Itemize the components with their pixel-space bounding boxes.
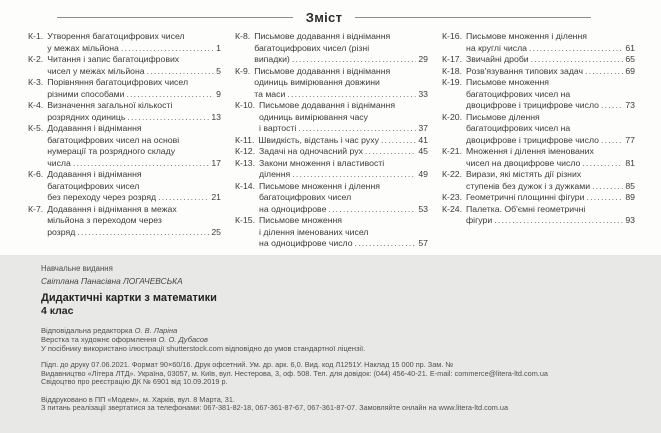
dot-leader [73, 158, 210, 170]
toc-entry-text: Письмове ділення [466, 111, 540, 122]
dot-leader [601, 100, 623, 112]
toc-entry-text: різними способами [47, 88, 125, 99]
toc-entry-text: чисел у межах мільйона [47, 65, 145, 76]
toc-entry-text: Множення і ділення іменованих [466, 146, 594, 156]
page-number: 37 [418, 123, 428, 133]
toc-entry-text: ступенів без дужок і з дужками [466, 180, 591, 191]
toc-entry-text: Письмове множення [466, 77, 550, 87]
toc-entry-text: багатоцифрових чисел [47, 180, 140, 191]
toc-entry-text: Визначення загальної кількості [47, 100, 173, 110]
toc-entry-text: одиниць вимірювання довжини [254, 77, 380, 87]
toc-entry-number: К-2. [28, 54, 44, 64]
toc-entry-last-line [47, 192, 221, 204]
toc-entry-last-line [466, 215, 635, 227]
toc-entry-text: Додавання і віднімання [47, 123, 142, 133]
page-number: 25 [211, 226, 221, 237]
toc-entry-last-line [466, 181, 635, 193]
toc-entry [442, 77, 635, 112]
toc-entry-text: Письмове додавання і віднімання [254, 65, 391, 76]
toc-entry-text: нумерації та розрядного складу [47, 146, 176, 156]
toc-entry-number: К-14. [235, 180, 256, 191]
toc-entry-body [47, 54, 221, 77]
toc-entry-number: К-3. [28, 77, 44, 87]
print-info-line: Свідоцтво про реєстрацію ДК № 6901 від 10.09.2019 р. [41, 377, 228, 387]
page-number: 9 [216, 88, 221, 99]
toc-entry-text: Задачі на одночасний рух [259, 146, 363, 156]
page-number: 33 [418, 88, 428, 99]
page-number: 61 [625, 42, 635, 53]
toc-entry-body [466, 169, 635, 192]
dot-leader [355, 238, 417, 250]
credit-person-name: О. В. Ларіна [134, 325, 178, 335]
toc-entry-text: на одноцифрове число [259, 238, 353, 248]
toc-entry-last-line [259, 238, 428, 250]
toc-entry-last-line [466, 43, 635, 55]
toc-entry-last-line [47, 112, 221, 124]
dot-leader [494, 215, 623, 227]
page-number: 17 [211, 157, 221, 168]
toc-entry-text: багатоцифрових чисел на [466, 88, 571, 99]
author-name: Світлана Панасівна ЛОГАЧЕВСЬКА [41, 275, 183, 286]
toc-entry [28, 204, 221, 239]
toc-entry-body [466, 77, 635, 112]
toc-column [235, 31, 428, 250]
toc-entry [28, 77, 221, 100]
toc-entry [235, 66, 428, 101]
dot-leader [582, 158, 623, 170]
toc-entry [442, 66, 635, 78]
toc-entry-body [259, 158, 428, 181]
page-number: 5 [216, 65, 221, 76]
toc-entry [28, 123, 221, 169]
toc-entry-text: Палетка. Об'ємні геометричні [466, 203, 586, 214]
toc-entry-text: і вартості [259, 123, 297, 133]
header-rule-right [355, 17, 591, 18]
toc-entry-last-line [259, 169, 428, 181]
toc-entry-number: К-19. [442, 77, 463, 87]
toc-entry-text: розрядних одиниць [47, 111, 126, 122]
page-number: 65 [625, 54, 635, 64]
toc-entry-last-line [254, 54, 428, 66]
page-number: 77 [625, 134, 635, 145]
toc-entry-text: Читання і запис багатоцифрових [47, 54, 180, 64]
dot-leader [328, 204, 416, 216]
toc-entry-text: Швидкість, відстань і час руху [258, 134, 379, 145]
toc-entry-number: К-13. [235, 157, 256, 168]
print-info-line: З питань реалізації звертатися за телефонами: 067-381-82-18, 067-361-87-67, 067-361-87-07. Замовляйте онлайн на www.litera-ltd.com.ua [41, 403, 509, 413]
toc-entry-number: К-6. [28, 169, 44, 179]
toc-entry [442, 54, 635, 66]
toc-entry-text: двоцифрове і трицифрове число [466, 134, 599, 145]
toc-entry-last-line [466, 192, 635, 204]
toc-entry-text: розряд [47, 226, 76, 237]
toc-entry-number: К-23. [442, 192, 463, 202]
toc-entry [442, 31, 635, 54]
toc-entry [28, 31, 221, 54]
toc-entry-last-line [466, 54, 635, 66]
toc-entry-last-line [258, 135, 428, 147]
toc-entry-text: ділення [259, 169, 291, 179]
toc-entry-body [47, 169, 221, 204]
dot-leader [586, 192, 623, 204]
toc-entry-text: числа [47, 157, 71, 168]
toc-entry-body [466, 112, 635, 147]
dot-leader [121, 43, 214, 55]
toc-entry-last-line [466, 100, 635, 112]
toc-entry-number: К-1. [28, 31, 44, 41]
toc-entry-text: Геометричні площинні фігури [466, 192, 585, 202]
page-number: 85 [625, 180, 635, 191]
toc-entry [28, 169, 221, 204]
page-title: Зміст [305, 9, 343, 25]
page-number: 1 [216, 42, 221, 53]
page-number: 89 [625, 192, 635, 202]
header-rule-left [57, 17, 293, 18]
toc-entry-last-line [259, 123, 428, 135]
toc-entry-text: багатоцифрових чисел (різні [254, 42, 370, 53]
toc-entry-body [466, 192, 635, 204]
toc-entry-number: К-18. [442, 65, 463, 76]
toc-entry-text: у межах мільйона [47, 42, 119, 53]
toc-entry-last-line [466, 158, 635, 170]
dot-leader [601, 135, 623, 147]
print-info-block [41, 361, 631, 386]
toc-entry [235, 215, 428, 250]
toc-entry-number: К-11. [235, 134, 255, 145]
edition-note: Навчальне видання [41, 264, 113, 273]
contents-page [0, 8, 661, 433]
toc-entry-text: Письмове множення і ділення [466, 31, 587, 41]
toc-entry-text: фігури [466, 215, 493, 225]
book-title: Дидактичні картки з математики [41, 291, 217, 304]
toc-entry-number: К-7. [28, 203, 44, 214]
toc-entry-last-line [47, 227, 221, 239]
toc-entry-number: К-16. [442, 31, 463, 41]
colophon-panel [0, 255, 661, 433]
toc-entry-last-line [466, 66, 635, 78]
toc-entry [442, 192, 635, 204]
toc-entry-text: на одноцифрове [259, 203, 327, 214]
toc-entry-text: Розв'язування типових задач [466, 65, 584, 76]
credit-line: У посібнику використано ілюстрації shutterstock.com відповідно до умов стандартної ліцензії. [41, 344, 366, 354]
toc-entry-text: Письмове додавання і віднімання [259, 100, 396, 110]
toc-entry-text: на круглі числа [466, 42, 527, 53]
credit-line: Верстка та художнє оформлення О. О. Дубасов [41, 334, 208, 344]
toc-entry [235, 146, 428, 158]
dot-leader [529, 43, 623, 55]
page-number: 41 [418, 134, 428, 145]
toc-entry-body [47, 123, 221, 169]
toc-entry-number: К-10. [235, 100, 256, 110]
print-info-line: Підп. до друку 07.06.2021. Формат 90×60/16. Друк офсетний. Ум. др. арк. 6,0. Вид. код Л1251У. Наклад 15 000 пр. Зам. № [41, 360, 454, 370]
page-number: 93 [625, 215, 635, 225]
page-number: 53 [418, 203, 428, 214]
toc-entry-body [466, 146, 635, 169]
toc-entry-last-line [47, 158, 221, 170]
dot-leader [298, 123, 416, 135]
page-number: 49 [418, 169, 428, 179]
dot-leader [147, 66, 215, 78]
dot-leader [381, 135, 416, 147]
toc-entry-body [466, 204, 635, 227]
toc-column [442, 31, 635, 250]
page-number: 29 [418, 54, 428, 64]
toc-entry-last-line [47, 66, 221, 78]
toc-entry-text: багатоцифрових чисел [259, 192, 352, 202]
toc-entry-number: К-15. [235, 215, 256, 225]
toc-entry-body [47, 31, 221, 54]
toc-entry-body [258, 135, 428, 147]
toc-entry-body [47, 100, 221, 123]
toc-entry-text: двоцифрове і трицифрове число [466, 100, 599, 110]
toc-entry-body [254, 66, 428, 101]
dot-leader [158, 192, 209, 204]
credit-person-name: О. О. Дубасов [158, 334, 208, 344]
grade-label: 4 клас [41, 304, 74, 317]
toc-entry-text: без переходу через розряд [47, 192, 157, 202]
toc-entry-number: К-20. [442, 111, 463, 122]
toc-entry-body [466, 66, 635, 78]
toc-entry-text: та маси [254, 88, 286, 99]
toc-entry-number: К-8. [235, 31, 251, 41]
toc-entry-text: Порівняння багатоцифрових чисел [47, 77, 189, 87]
dot-leader [365, 146, 416, 158]
toc-entry-body [466, 31, 635, 54]
toc-entry-body [259, 146, 428, 158]
toc-entry-text: багатоцифрових чисел на основі [47, 134, 180, 145]
toc-entry-number: К-21. [442, 146, 463, 156]
dot-leader [287, 89, 416, 101]
toc-entry-text: Письмове множення і ділення [259, 180, 380, 191]
table-of-contents [0, 26, 661, 250]
print-info-line: Видавництво «Літера ЛТД». Україна, 03057, м. Київ, вул. Нестерова, 3, оф. 508. Тел. для довідок: (044) 456-40-21. E-mail: commerce@litera-ltd.com.ua [41, 368, 548, 378]
toc-entry [235, 31, 428, 66]
toc-entry-text: випадки) [254, 54, 290, 64]
toc-entry-text: Закони множення і властивості [259, 157, 385, 168]
toc-entry [235, 158, 428, 181]
toc-entry-text: і ділення іменованих чисел [259, 226, 369, 237]
toc-entry-text: Вирази, які містять дії різних [466, 169, 582, 179]
toc-entry-last-line [259, 146, 428, 158]
toc-entry-number: К-5. [28, 123, 44, 133]
page-number: 69 [625, 65, 635, 76]
toc-entry-number: К-9. [235, 65, 251, 76]
dot-leader [585, 66, 623, 78]
toc-entry-text: Звичайні дроби [466, 54, 529, 64]
dot-leader [292, 54, 417, 66]
toc-entry-last-line [47, 89, 221, 101]
dot-leader [592, 181, 623, 193]
toc-entry-text: Додавання і віднімання [47, 169, 142, 179]
toc-entry-text: мільйона з переходом через [47, 215, 162, 225]
dot-leader [77, 227, 209, 239]
toc-entry-number: К-4. [28, 100, 44, 110]
toc-entry-number: К-22. [442, 169, 463, 179]
toc-entry-text: Письмове множення [259, 215, 343, 225]
toc-entry-text: Додавання і віднімання в межах [47, 203, 177, 214]
toc-column [28, 31, 221, 250]
page-number: 57 [418, 238, 428, 248]
toc-entry-text: чисел на двоцифрове число [466, 157, 581, 168]
toc-entry [442, 169, 635, 192]
page-number: 81 [625, 157, 635, 168]
page-number: 45 [418, 146, 428, 156]
toc-entry [235, 135, 428, 147]
toc-entry [28, 100, 221, 123]
credit-line: Відповідальна редакторка О. В. Ларіна [41, 325, 178, 335]
toc-entry-number: К-17. [442, 54, 463, 64]
toc-entry-body [47, 77, 221, 100]
toc-entry-body [259, 100, 428, 135]
toc-entry-text: Письмове додавання і віднімання [254, 31, 391, 41]
credits-block [41, 326, 631, 354]
toc-header [57, 8, 591, 26]
page-number: 13 [211, 111, 221, 122]
toc-entry-text: Утворення багатоцифрових чисел [47, 31, 185, 41]
toc-entry-text: одиниць вимірювання часу [259, 111, 368, 122]
toc-entry [442, 204, 635, 227]
toc-entry [235, 181, 428, 216]
toc-entry-number: К-12. [235, 146, 256, 156]
toc-entry-body [466, 54, 635, 66]
toc-entry [442, 146, 635, 169]
dot-leader [126, 89, 214, 101]
dot-leader [531, 54, 624, 66]
toc-entry-body [254, 31, 428, 66]
toc-entry-body [259, 215, 428, 250]
dot-leader [127, 112, 209, 124]
toc-entry-body [47, 204, 221, 239]
toc-entry-last-line [254, 89, 428, 101]
page-number: 21 [211, 192, 221, 202]
page-number: 73 [625, 100, 635, 110]
toc-entry [442, 112, 635, 147]
printer-info-block [41, 396, 631, 413]
toc-entry-text: багатоцифрових чисел на [466, 123, 571, 133]
dot-leader [292, 169, 416, 181]
toc-entry-last-line [466, 135, 635, 147]
print-info-line: Віддруковано в ПП «Модем», м. Харків, вул. 8 Марта, 31. [41, 394, 235, 404]
toc-entry-body [259, 181, 428, 216]
toc-entry-last-line [47, 43, 221, 55]
toc-entry-number: К-24. [442, 203, 463, 214]
toc-entry-last-line [259, 204, 428, 216]
toc-entry [28, 54, 221, 77]
toc-entry [235, 100, 428, 135]
